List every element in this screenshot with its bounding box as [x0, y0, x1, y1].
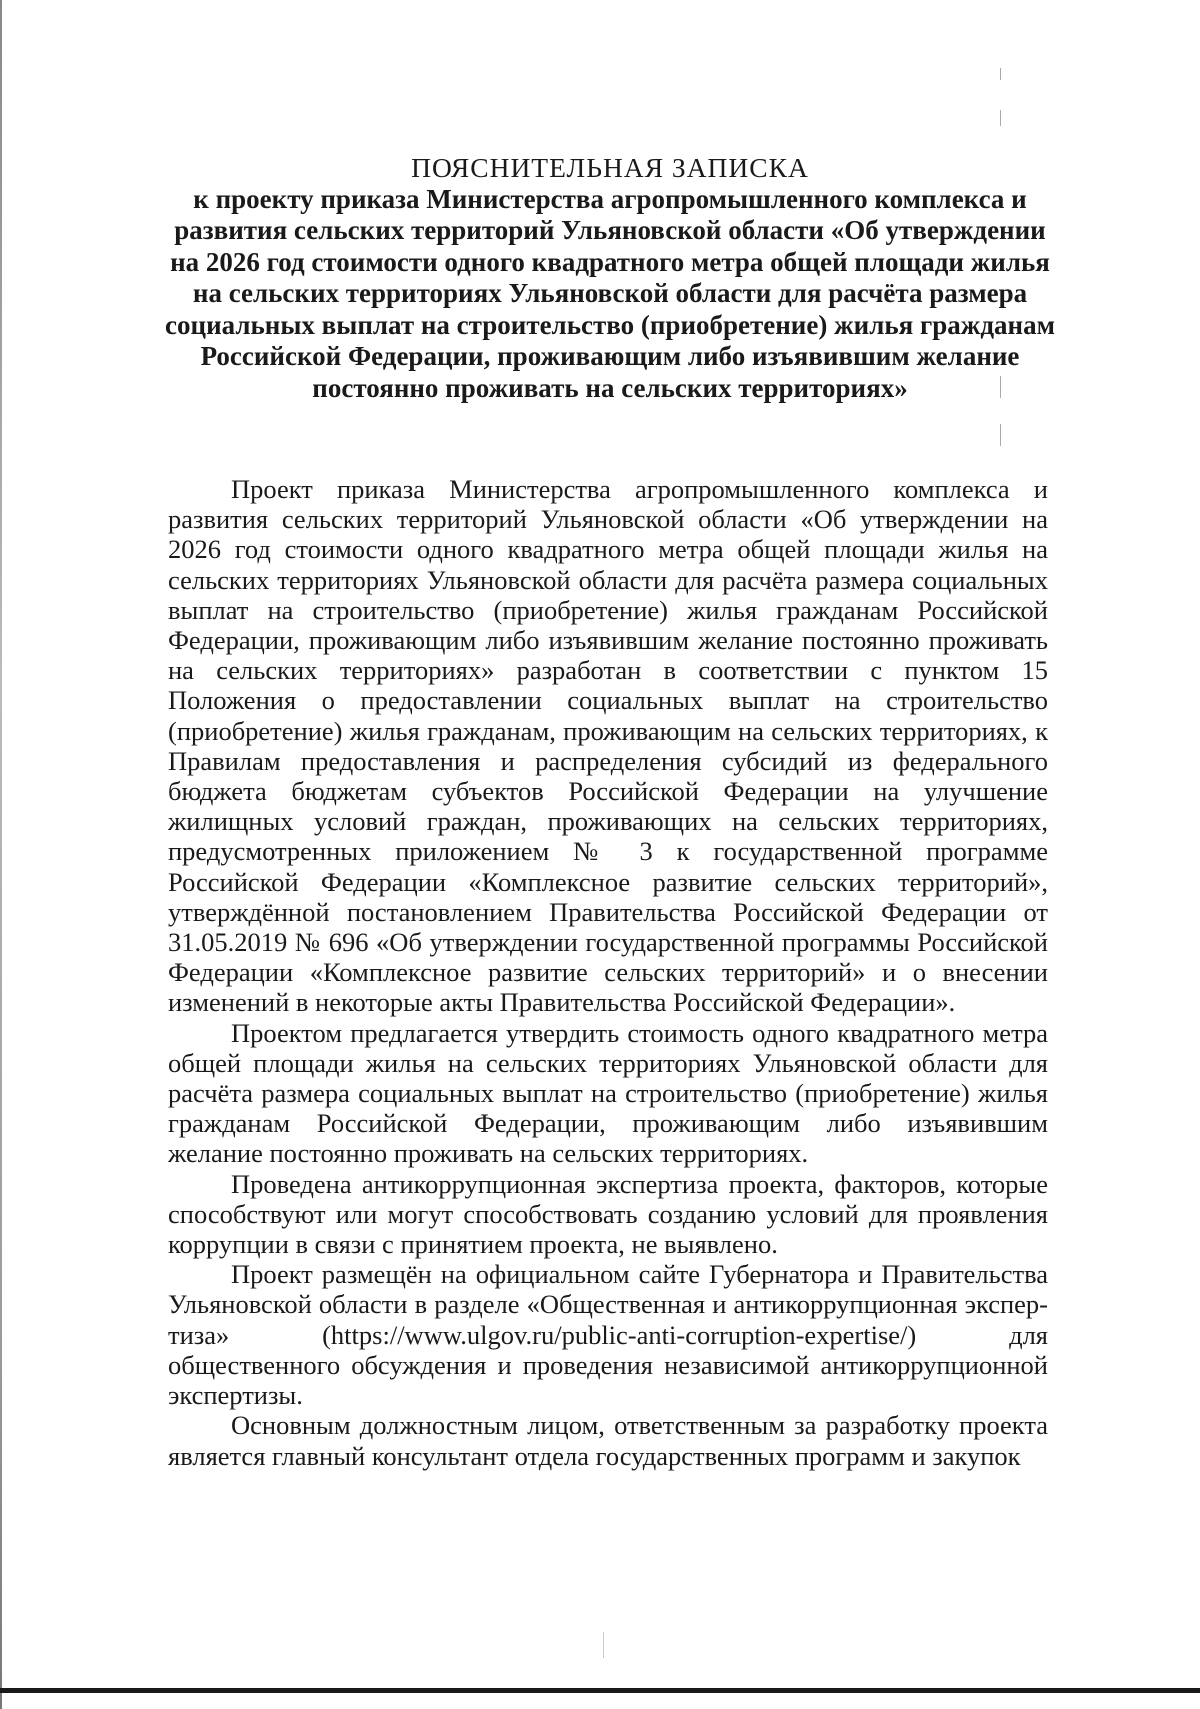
scan-artifact	[603, 1632, 604, 1658]
document-subject: к проекту приказа Министерства агропромышленного комплекса и развития сельских территорий Ульяновской области «Об утверждении на 2026 год стоимости одного квадратного метра общей площади жилья на сельских территориях Ульяновской области для расчёта размера социальных выплат на строительство (приобретение) жилья гражданам Российской Федерации, проживающим либо изъявившим желание постоянно проживать на сельских территориях»	[165, 183, 1055, 403]
scan-left-edge	[0, 0, 2, 1709]
document-type-title: ПОЯСНИТЕЛЬНАЯ ЗАПИСКА	[411, 152, 809, 183]
scan-artifact	[1000, 110, 1001, 126]
document-header	[160, 152, 1060, 404]
paragraph-basis: Проект приказа Министерства агропромышленного комплекса и развития сельских территорий Ульяновской области «Об утверждении на 2026 год стоимости одного квадратного метра общей площади жилья на сельских территориях Ульяновской области для расчёта размера социальных выплат на строительство (приобретение) жилья гражданам Российской Федерации, проживающим либо изъявившим желание постоянно проживать на сельских территориях» разработан в соответствии с пунктом 15 Положения о предоставлении социальных выплат на строительство (приобретение) жилья гражданам, проживающим на сельских территориях, к Правилам предоставления и распределения субсидий из федерального бюджета бюджетам субъектов Российской Федерации на улучшение жилищных условий граждан, проживающих на сельских территориях, предусмотренных приложением № 3 к государственной программе Российской Федерации «Комплексное развитие сельских территорий», утверждённой постановлением Правительства Российской Федерации от 31.05.2019 № 696 «Об утверждении государственной программы Российской Федерации «Комплексное развитие сельских территорий» и о внесении изменений в некоторые акты Правительства Российской Федерации».	[168, 474, 1048, 1018]
paragraph-anticorruption: Проведена антикоррупционная экспертиза проекта, факторов, которые способствуют или могут способствовать созданию условий для проявления коррупции в связи с принятием проекта, не выявлено.	[168, 1168, 1048, 1260]
scan-artifact	[1000, 424, 1001, 446]
paragraph-proposal: Проектом предлагается утвердить стоимость одного квадратного метра общей площади жилья на сельских территориях Ульяновской области для расчёта размера социальных выплат на строительство (приобретение) жилья гражданам Российской Федерации, проживающим либо изъявившим желание постоянно проживать на сельских территориях.	[168, 1017, 1048, 1169]
scan-bottom-edge	[0, 1688, 1200, 1693]
scan-artifact	[1000, 68, 1001, 80]
paragraph-publication: Проект размещён на официальном сайте Губернатора и Правительства Ульяновской области в разделе «Общественная и антикоррупционная экспер-тиза» (https://www.ulgov.ru/public-anti-corruption-expertise/) для общественного обсуждения и проведения независимой антикоррупционной экспертизы.	[168, 1259, 1048, 1411]
document-body	[168, 474, 1048, 1471]
paragraph-responsible: Основным должностным лицом, ответственным за разработку проекта является главный консультант отдела государственных программ и закупок	[168, 1410, 1048, 1471]
